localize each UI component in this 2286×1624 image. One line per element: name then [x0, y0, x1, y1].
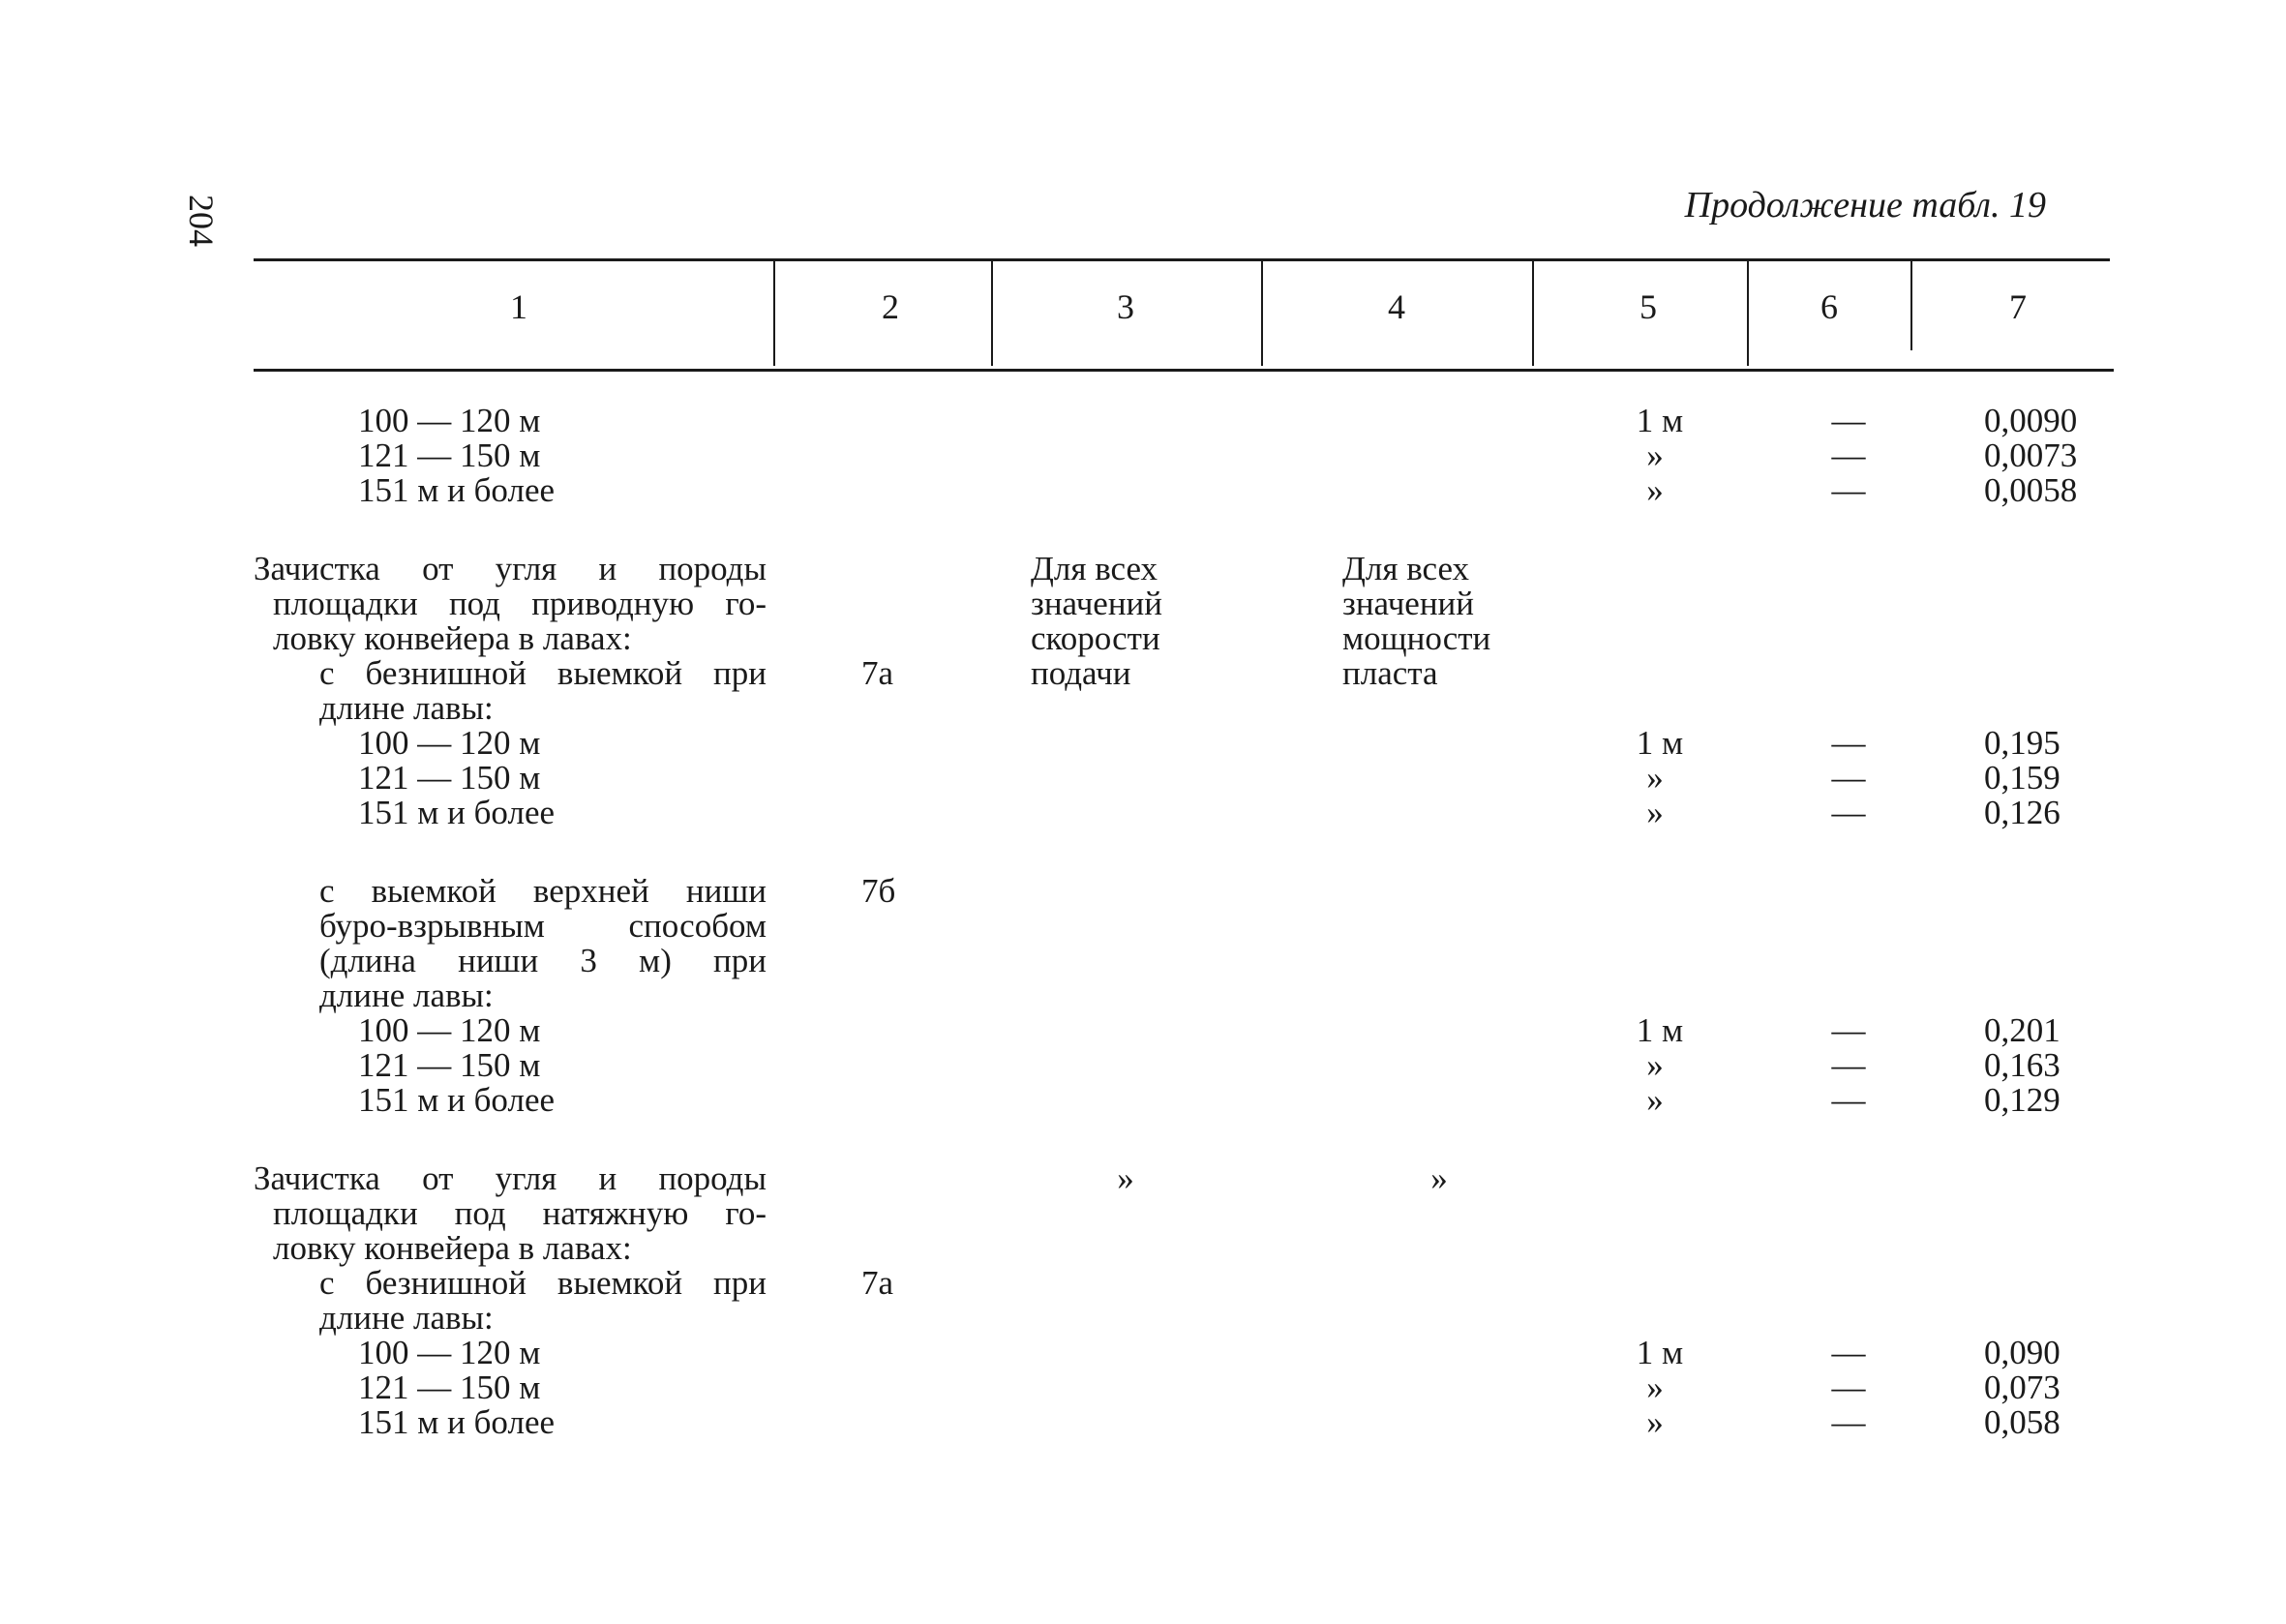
- row-unit: »: [1646, 1046, 1664, 1084]
- row-unit: »: [1646, 1403, 1664, 1441]
- thickness-note-line: Для всех: [1342, 550, 1470, 587]
- section-title-line: площадки под натяжную го-: [273, 1194, 767, 1232]
- header-bottom-rule: [254, 369, 2114, 372]
- row-label: 100 — 120 м: [358, 1011, 541, 1049]
- row-unit: 1 м: [1636, 402, 1684, 439]
- row-dash: —: [1831, 1334, 1866, 1371]
- subsection-line: длине лавы:: [319, 689, 494, 727]
- table-caption: Продолжение табл. 19: [1684, 185, 2046, 226]
- column-divider: [1532, 261, 1534, 366]
- row-label: 100 — 120 м: [358, 724, 541, 762]
- speed-note-line: значений: [1031, 585, 1163, 622]
- variant-code: 7а: [861, 1264, 894, 1302]
- page-number: 204: [182, 195, 221, 247]
- row-value: 0,129: [1984, 1081, 2060, 1119]
- row-value: 0,0073: [1984, 436, 2078, 474]
- column-divider: [1747, 261, 1749, 366]
- row-unit: »: [1646, 1368, 1664, 1406]
- row-value: 0,090: [1984, 1334, 2060, 1371]
- row-dash: —: [1831, 724, 1866, 762]
- row-label: 151 м и более: [358, 794, 556, 831]
- row-unit: »: [1646, 1081, 1664, 1119]
- thickness-note-line: пласта: [1342, 654, 1438, 692]
- ditto-mark: »: [1430, 1159, 1448, 1197]
- row-dash: —: [1831, 759, 1866, 797]
- row-label: 100 — 120 м: [358, 1334, 541, 1371]
- row-label: 100 — 120 м: [358, 402, 541, 439]
- speed-note-line: Для всех: [1031, 550, 1158, 587]
- row-value: 0,163: [1984, 1046, 2060, 1084]
- row-dash: —: [1831, 1011, 1866, 1049]
- row-unit: 1 м: [1636, 724, 1684, 762]
- subsection-line: длине лавы:: [319, 1299, 494, 1337]
- column-header-6: 6: [1820, 287, 1838, 326]
- row-dash: —: [1831, 1368, 1866, 1406]
- row-value: 0,0090: [1984, 402, 2078, 439]
- row-value: 0,126: [1984, 794, 2060, 831]
- row-label: 121 — 150 м: [358, 1046, 541, 1084]
- header-top-rule: [254, 258, 2110, 261]
- subsection-line: длине лавы:: [319, 977, 494, 1014]
- column-header-1: 1: [510, 287, 527, 326]
- subsection-line: с выемкой верхней ниши: [319, 872, 767, 910]
- row-unit: 1 м: [1636, 1011, 1684, 1049]
- row-label: 121 — 150 м: [358, 1368, 541, 1406]
- row-unit: »: [1646, 794, 1664, 831]
- speed-note-line: подачи: [1031, 654, 1131, 692]
- row-dash: —: [1831, 436, 1866, 474]
- column-header-2: 2: [882, 287, 899, 326]
- row-unit: »: [1646, 436, 1664, 474]
- row-dash: —: [1831, 471, 1866, 509]
- section-title-line: ловку конвейера в лавах:: [273, 619, 632, 657]
- column-header-3: 3: [1117, 287, 1134, 326]
- row-value: 0,201: [1984, 1011, 2060, 1049]
- row-value: 0,195: [1984, 724, 2060, 762]
- section-title-line: Зачистка от угля и породы: [254, 550, 767, 587]
- row-unit: »: [1646, 759, 1664, 797]
- subsection-line: (длина ниши 3 м) при: [319, 942, 767, 979]
- column-header-4: 4: [1388, 287, 1405, 326]
- row-value: 0,0058: [1984, 471, 2078, 509]
- variant-code: 7а: [861, 654, 894, 692]
- thickness-note-line: мощности: [1342, 619, 1491, 657]
- column-divider: [1910, 261, 1912, 350]
- thickness-note-line: значений: [1342, 585, 1475, 622]
- speed-note-line: скорости: [1031, 619, 1160, 657]
- row-dash: —: [1831, 794, 1866, 831]
- ditto-mark: »: [1117, 1159, 1134, 1197]
- section-title-line: площадки под приводную го-: [273, 585, 767, 622]
- section-title-line: ловку конвейера в лавах:: [273, 1229, 632, 1267]
- row-dash: —: [1831, 402, 1866, 439]
- row-label: 121 — 150 м: [358, 436, 541, 474]
- subsection-line: с безнишной выемкой при: [319, 654, 767, 692]
- row-value: 0,058: [1984, 1403, 2060, 1441]
- row-value: 0,073: [1984, 1368, 2060, 1406]
- row-label: 151 м и более: [358, 471, 556, 509]
- column-divider: [773, 261, 775, 366]
- section-title-line: Зачистка от угля и породы: [254, 1159, 767, 1197]
- row-unit: »: [1646, 471, 1664, 509]
- variant-code: 7б: [861, 872, 896, 910]
- column-divider: [991, 261, 993, 366]
- row-label: 151 м и более: [358, 1081, 556, 1119]
- subsection-line: буро-взрывным способом: [319, 907, 767, 945]
- row-dash: —: [1831, 1046, 1866, 1084]
- row-label: 121 — 150 м: [358, 759, 541, 797]
- subsection-line: с безнишной выемкой при: [319, 1264, 767, 1302]
- row-dash: —: [1831, 1081, 1866, 1119]
- row-dash: —: [1831, 1403, 1866, 1441]
- column-header-7: 7: [2009, 287, 2027, 326]
- row-value: 0,159: [1984, 759, 2060, 797]
- column-header-5: 5: [1639, 287, 1657, 326]
- row-label: 151 м и более: [358, 1403, 556, 1441]
- row-unit: 1 м: [1636, 1334, 1684, 1371]
- column-divider: [1261, 261, 1263, 366]
